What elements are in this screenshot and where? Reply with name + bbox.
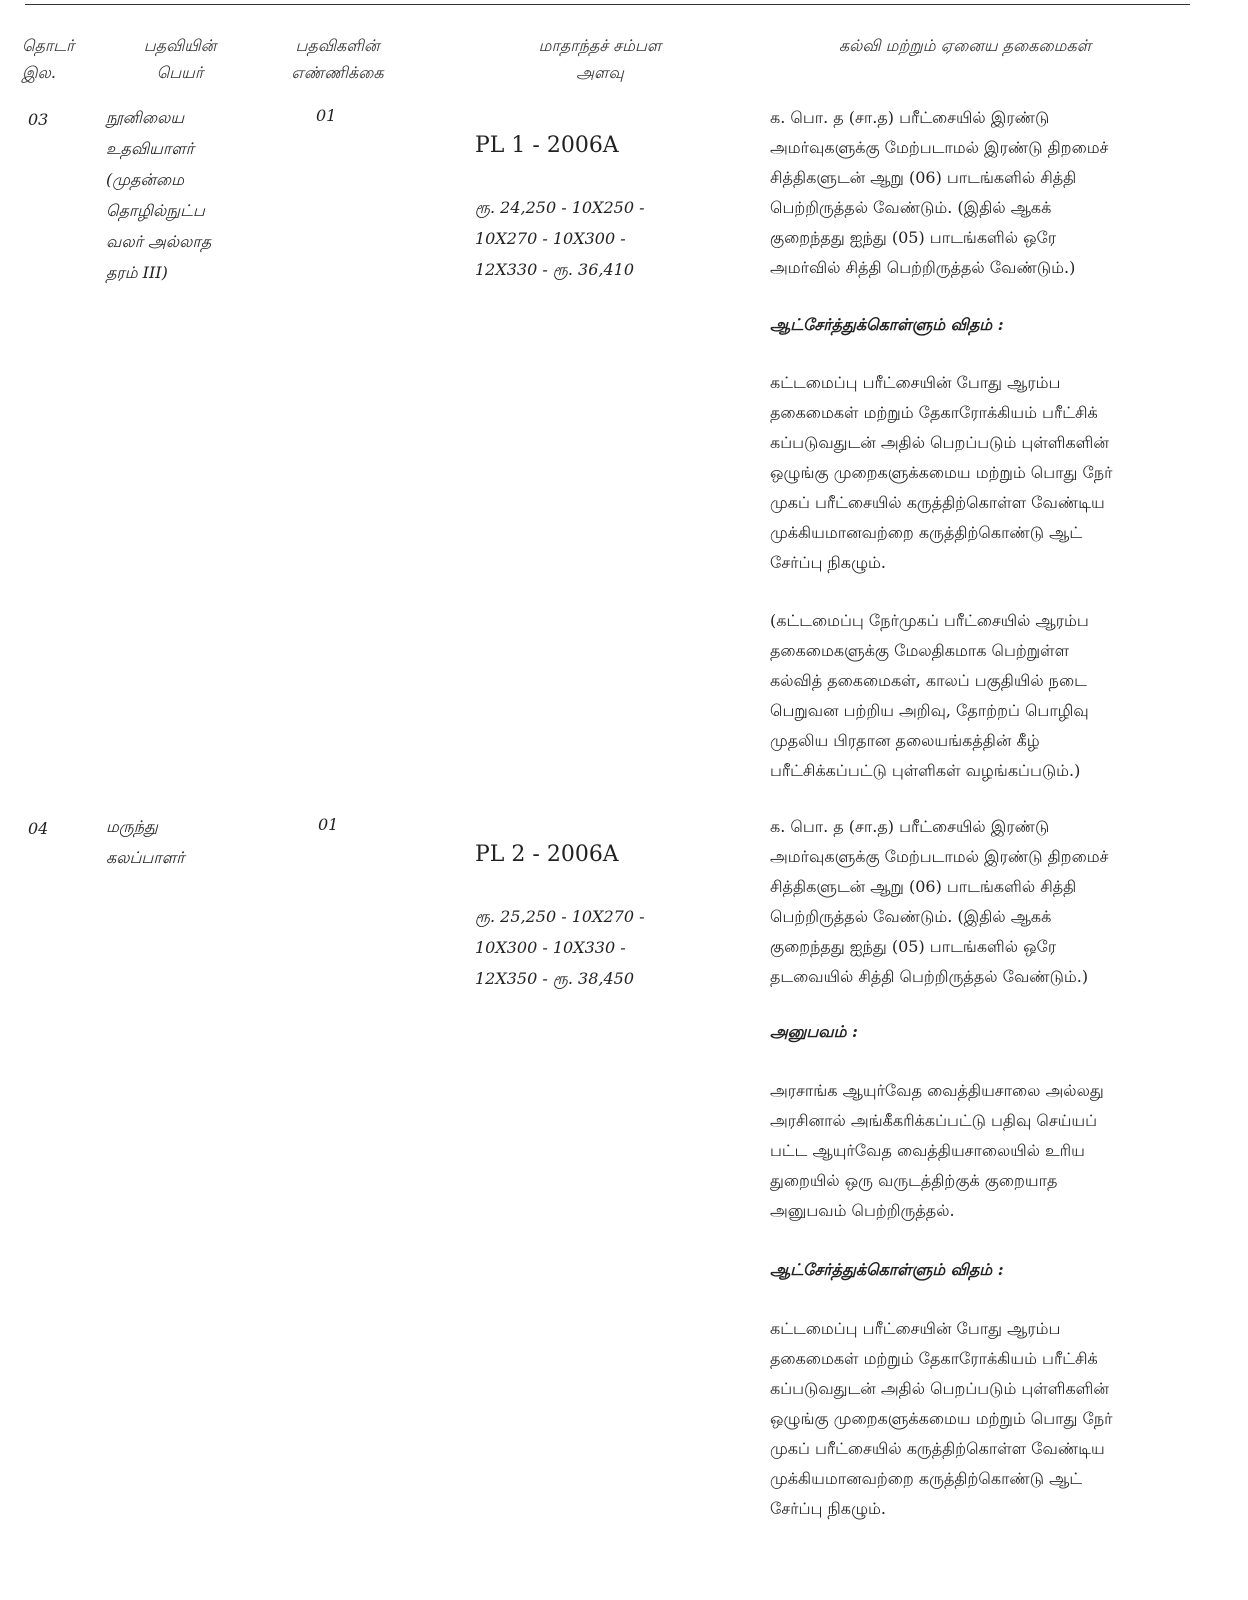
post-name: மருந்து கலப்பாளர் — [106, 817, 185, 867]
post-name: நூனிலைய உதவியாளர் (முதன்மை தொழில்நுட்ப வலர் அல்லாத தரம் III) — [106, 108, 212, 282]
header-qualifications: கல்வி மற்றும் ஏனைய தகைமைகள் — [838, 36, 1092, 55]
salary-scale: ரூ. 25,250 - 10X270 - 10X300 - 10X330 - 12X350 - ரூ. 38,450 — [475, 907, 645, 988]
experience-text: அரசாங்க ஆயுர்வேத வைத்தியசாலை அல்லது அரசினால் அங்கீகரிக்கப்பட்டு பதிவு செய்யப் பட்ட ஆயுர்வேத வைத்தியசாலையில் உரிய துறையில் ஒரு வருடத்திற்குக் குறையாத அனுபவம் பெற்றிருத்தல். — [770, 1081, 1104, 1220]
serial-number: 03 — [28, 110, 49, 129]
recruitment-heading: ஆட்சேர்த்துக்கொள்ளும் விதம் : — [770, 315, 1004, 334]
header-serial: தொடர் இல. — [22, 36, 75, 82]
post-count: 01 — [318, 815, 339, 834]
education-qualifications: க. பொ. த (சா.த) பரீட்சையில் இரண்டு அமர்வுகளுக்கு மேற்படாமல் இரண்டு திறமைச் சித்திகளுடன் ஆறு (06) பாடங்களில் சித்தி பெற்றிருத்தல் வேண்டும். (இதில் ஆகக் குறைந்தது ஐந்து (05) பாடங்களில் ஒரே தடவையில் சித்தி பெற்றிருத்தல் வேண்டும்.) — [770, 817, 1109, 986]
header-salary: மாதாந்தச் சம்பள அளவு — [538, 36, 662, 82]
salary-code: PL 1 - 2006A — [475, 133, 619, 158]
recruitment-text: கட்டமைப்பு பரீட்சையின் போது ஆரம்ப தகைமைகள் மற்றும் தேகாரோக்கியம் பரீட்சிக் கப்படுவதுடன் அதில் பெறப்படும் புள்ளிகளின் ஒழுங்கு முறைகளுக்கமைய மற்றும் பொது நேர் முகப் பரீட்சையில் கருத்திற்கொள்ள வேண்டிய முக்கியமானவற்றை கருத்திற்கொண்டு ஆட் சேர்ப்பு நிகழும். — [770, 1319, 1113, 1518]
education-qualifications: க. பொ. த (சா.த) பரீட்சையில் இரண்டு அமர்வுகளுக்கு மேற்படாமல் இரண்டு திறமைச் சித்திகளுடன் ஆறு (06) பாடங்களில் சித்தி பெற்றிருத்தல் வேண்டும். (இதில் ஆகக் குறைந்தது ஐந்து (05) பாடங்களில் ஒரே அமர்வில் சித்தி பெற்றிருத்தல் வேண்டும்.) — [770, 108, 1109, 277]
post-count: 01 — [316, 106, 337, 125]
header-post-count: பதவிகளின் எண்ணிக்கை — [291, 36, 384, 82]
salary-scale: ரூ. 24,250 - 10X250 - 10X270 - 10X300 - 12X330 - ரூ. 36,410 — [475, 198, 645, 279]
top-rule — [25, 4, 1190, 5]
experience-heading: அனுபவம் : — [770, 1022, 858, 1041]
salary-cell — [475, 100, 735, 285]
serial-number: 04 — [28, 819, 49, 838]
recruitment-heading: ஆட்சேர்த்துக்கொள்ளும் விதம் : — [770, 1260, 1004, 1279]
recruitment-text: கட்டமைப்பு பரீட்சையின் போது ஆரம்ப தகைமைகள் மற்றும் தேகாரோக்கியம் பரீட்சிக் கப்படுவதுடன் அதில் பெறப்படும் புள்ளிகளின் ஒழுங்கு முறைகளுக்கமைய மற்றும் பொது நேர் முகப் பரீட்சையில் கருத்திற்கொள்ள வேண்டிய முக்கியமானவற்றை கருத்திற்கொண்டு ஆட் சேர்ப்பு நிகழும். — [770, 373, 1113, 572]
salary-code: PL 2 - 2006A — [475, 842, 619, 867]
salary-cell — [475, 809, 735, 994]
header-post-name: பதவியின் பெயர் — [143, 36, 217, 82]
interview-note: (கட்டமைப்பு நேர்முகப் பரீட்சையில் ஆரம்ப தகைமைகளுக்கு மேலதிகமாக பெற்றுள்ள கல்வித் தகைமைகள், காலப் பகுதியில் நடை பெறுவன பற்றிய அறிவு, தோற்றப் பொழிவு முதலிய பிரதான தலையங்கத்தின் கீழ் பரீட்சிக்கப்பட்டு புள்ளிகள் வழங்கப்படும்.) — [770, 611, 1089, 780]
